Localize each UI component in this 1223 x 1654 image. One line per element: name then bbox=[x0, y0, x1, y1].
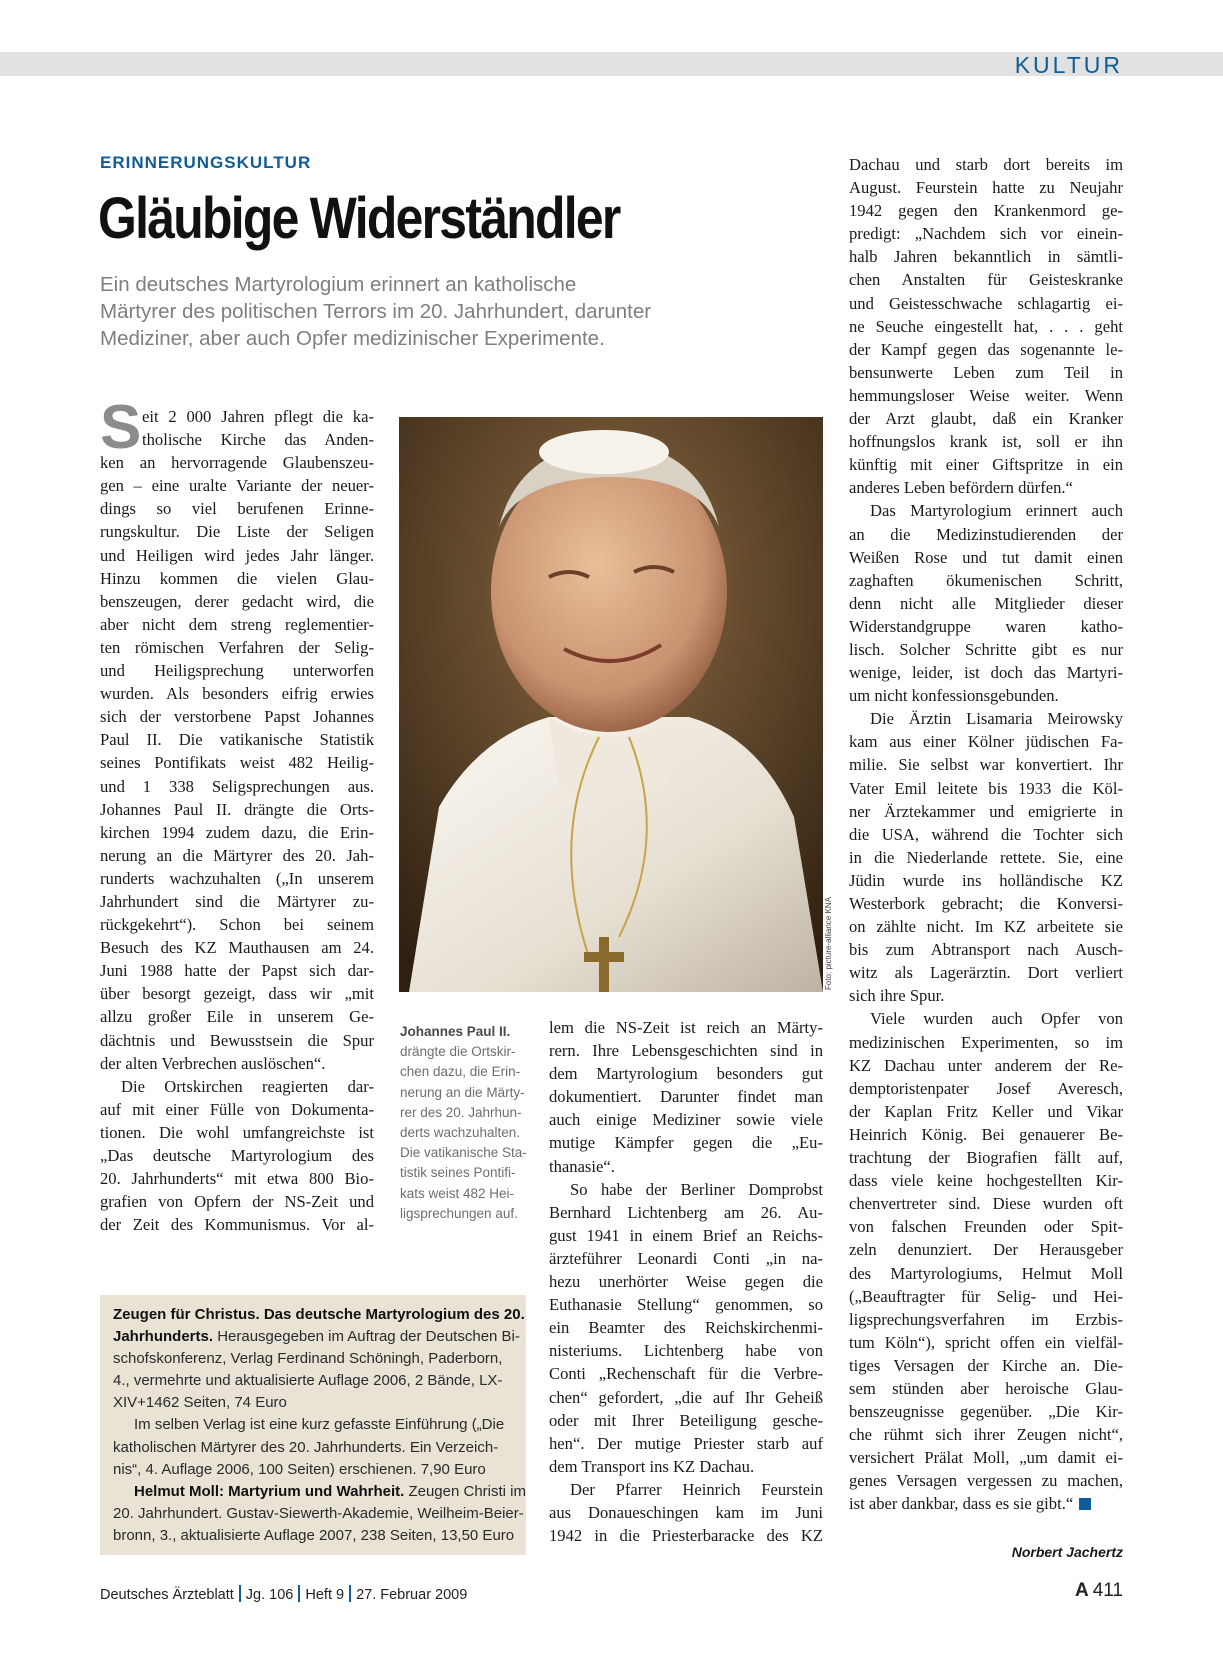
body-text-line: Widerstandgruppe waren katho- bbox=[849, 616, 1123, 636]
body-text-line: Bernhard Lichtenberg am 26. Au- bbox=[549, 1202, 823, 1222]
body-column-3 bbox=[849, 153, 1123, 1516]
body-text-line: nerung an die Märtyrer des 20. Jah- bbox=[100, 845, 374, 865]
body-text-line: hen“. Der mutige Priester starb auf bbox=[549, 1433, 823, 1453]
photo-credit: Foto: picture-alliance KNA bbox=[824, 897, 833, 990]
lead-paragraph bbox=[100, 271, 800, 352]
body-text-line: Viele wurden auch Opfer von bbox=[870, 1009, 1123, 1029]
book-details: Herausgegeben im Auftrag der Deutschen Bi- bbox=[213, 1328, 520, 1346]
body-column-1 bbox=[100, 405, 374, 1236]
caption-line: nerung an die Märty- bbox=[400, 1084, 525, 1100]
body-column-2 bbox=[549, 1016, 823, 1547]
body-text-line: auf mit einer Fülle von Dokumenta- bbox=[100, 1099, 374, 1119]
body-text-line: che rühmt sich ihrer Zeugen nicht“, bbox=[849, 1425, 1123, 1445]
body-text-line: dass viele keine hochgestellten Kir- bbox=[849, 1171, 1123, 1191]
kicker: ERINNERUNGSKULTUR bbox=[100, 153, 312, 172]
body-text-line: hoffnungslos krank ist, soll er ihn bbox=[849, 432, 1123, 452]
body-text-line: Der Pfarrer Heinrich Feurstein bbox=[570, 1479, 823, 1499]
body-text-line: hezu unerhörter Weise gegen die bbox=[549, 1272, 823, 1292]
footer-separator bbox=[349, 1585, 351, 1602]
body-text-line: dächtnis und Bewusstsein die Spur bbox=[100, 1030, 374, 1050]
body-text-line: wurden. Als besonders eifrig erwies bbox=[100, 684, 374, 704]
body-text-line: genes Versagen vergessen zu machen, bbox=[849, 1471, 1123, 1491]
body-text-line: grafien von Opfern der NS-Zeit und bbox=[100, 1192, 374, 1212]
body-text-line: tum Köln“), spricht offen ein vielfäl- bbox=[849, 1332, 1123, 1352]
body-text-line: gen – eine uralte Variante der neuer- bbox=[100, 476, 374, 496]
footer-separator bbox=[298, 1585, 300, 1602]
body-text-line: trachtung der Biografien fällt auf, bbox=[849, 1148, 1123, 1168]
caption-line: chen dazu, die Erin- bbox=[400, 1064, 521, 1080]
body-text-line: chen Anstalten für Geisteskranke bbox=[849, 270, 1123, 290]
lead-line: Ein deutsches Martyrologium erinnert an katholische bbox=[100, 273, 577, 296]
body-text-line: kirchen 1994 zudem dazu, die Erin- bbox=[100, 822, 374, 842]
info-line bbox=[113, 1304, 525, 1326]
body-text-line: Das Martyrologium erinnert auch bbox=[870, 501, 1123, 521]
body-text-line: thanasie“. bbox=[549, 1156, 615, 1176]
body-text-line: medizinischen Experimenten, so im bbox=[849, 1032, 1123, 1052]
body-text-line: der alten Verbrechen auslöschen“. bbox=[100, 1053, 326, 1073]
info-line: 20. Jahrhundert. Gustav-Siewerth-Akademie, Weilheim-Beier- bbox=[113, 1504, 524, 1522]
body-text-line: bensunwerte Leben zum Teil in bbox=[849, 362, 1123, 382]
lead-line: Mediziner, aber auch Opfer medizinischer Experimente. bbox=[100, 327, 605, 350]
body-text-line: Die Ortskirchen reagierten dar- bbox=[121, 1076, 374, 1096]
body-text-line: sich der verstorbene Papst Johannes bbox=[100, 707, 374, 727]
page-title: Gläubige Widerständler bbox=[98, 186, 620, 251]
body-text-line: denn nicht alle Mitglieder dieser bbox=[849, 593, 1123, 613]
body-text-line: tionen. Die wohl umfangreichste ist bbox=[100, 1122, 374, 1142]
body-text-line: der Zeit des Kommunismus. Vor al- bbox=[100, 1215, 374, 1235]
book-title: Zeugen für Christus. Das deutsche Martyrologium des 20. bbox=[113, 1306, 525, 1323]
caption-line: kats weist 482 Hei- bbox=[400, 1185, 515, 1201]
body-text-line: der Kampf gegen das sogenannte le- bbox=[849, 339, 1123, 359]
page-prefix: A bbox=[1074, 1580, 1089, 1601]
body-text-line: Dachau und starb dort bereits im bbox=[849, 155, 1123, 174]
body-text-line: der Arzt glaubt, daß ein Kranker bbox=[849, 409, 1123, 429]
info-line: katholischen Märtyrer des 20. Jahrhunderts. Ein Verzeich- bbox=[113, 1438, 499, 1456]
body-text-line: („Beauftragter für Selig- und Hei- bbox=[849, 1286, 1123, 1306]
body-text-line: ne Seuche eingestellt hat, . . . geht bbox=[849, 316, 1123, 336]
body-text-line: benszeugnisse gegenüber. „Die Kir- bbox=[849, 1402, 1123, 1422]
info-line: 4., vermehrte und aktualisierte Auflage 2006, 2 Bände, LX- bbox=[113, 1372, 503, 1390]
body-text-line: on zählte nicht. Im KZ arbeitete sie bbox=[849, 917, 1123, 937]
body-text-line: ärzteführer Leonardi Conti „in na- bbox=[549, 1248, 823, 1268]
body-text-line: Paul II. Die vatikanische Statistik bbox=[100, 730, 374, 750]
body-text-line: ken an hervorragende Glaubenszeu- bbox=[100, 453, 374, 473]
body-text-line: witz als Lagerärztin. Dort verliert bbox=[849, 963, 1123, 983]
journal-issue: Heft 9 bbox=[305, 1587, 345, 1603]
body-text-line: aus Donaueschingen kam im Juni bbox=[549, 1502, 823, 1522]
body-text-line: und Heiligsprechung unterworfen bbox=[100, 661, 374, 681]
body-text-line: aber nicht dem streng reglementier- bbox=[100, 614, 374, 634]
body-text-line: sich ihre Spur. bbox=[849, 986, 945, 1006]
body-text-line: Hinzu kommen die vielen Glau- bbox=[100, 568, 374, 588]
body-text-line: anderes Leben befördern dürfen.“ bbox=[849, 478, 1073, 498]
body-text-line: Jüdin wurde ins holländische KZ bbox=[849, 870, 1123, 890]
body-text-line: und Geistesschwache schlagartig ei- bbox=[849, 293, 1123, 313]
body-text-line: Die Ärztin Lisamaria Meirowsky bbox=[870, 709, 1123, 729]
body-text-line: Besuch des KZ Mauthausen am 24. bbox=[100, 938, 374, 958]
pope-portrait-image bbox=[399, 417, 823, 992]
info-line: schofskonferenz, Verlag Ferdinand Schöningh, Paderborn, bbox=[113, 1350, 503, 1368]
body-text-line: wenige, leider, ist doch das Martyri- bbox=[849, 663, 1123, 683]
body-text-line: lem die NS-Zeit ist reich an Märty- bbox=[549, 1018, 823, 1037]
body-text-line: versichert Prälat Moll, „um damit ei- bbox=[849, 1448, 1123, 1468]
body-text-line: zaghaften ökumenischen Schritt, bbox=[849, 570, 1123, 590]
body-text-line: über besorgt gezeigt, dass wir „mit bbox=[100, 984, 374, 1004]
author-byline: Norbert Jachertz bbox=[1011, 1544, 1123, 1560]
body-text-line: ner Ärztekammer und emigrierte in bbox=[849, 801, 1123, 821]
body-text-line: KZ Dachau unter anderem der Re- bbox=[849, 1055, 1123, 1075]
info-line: nis“, 4. Auflage 2006, 100 Seiten) erschienen. 7,90 Euro bbox=[113, 1460, 486, 1478]
body-text-line: Euthanasie Stellung“ genommen, so bbox=[549, 1295, 823, 1315]
body-text-line: runderts wachzuhalten („In unserem bbox=[100, 868, 374, 888]
section-label: KULTUR bbox=[1014, 52, 1123, 78]
info-line: Im selben Verlag ist eine kurz gefasste Einführung („Die bbox=[134, 1416, 505, 1434]
body-text-line: dem Transport ins KZ Dachau. bbox=[549, 1456, 755, 1476]
book-title: Jahrhunderts. bbox=[113, 1328, 214, 1346]
journal-name: Deutsches Ärzteblatt bbox=[100, 1587, 234, 1603]
body-text-line: August. Feurstein hatte zu Neujahr bbox=[849, 178, 1123, 198]
body-text-line: ligsprechungsverfahren im Erzbis- bbox=[849, 1309, 1123, 1329]
body-text-line: Westerbork gebracht; die Konversi- bbox=[849, 894, 1123, 913]
body-text-line: 1942 gegen den Krankenmord ge- bbox=[849, 201, 1123, 221]
article-end-mark bbox=[1079, 1498, 1091, 1510]
body-text-line: und Heiligen wird jedes Jahr länger. bbox=[100, 545, 374, 565]
body-text-line: „Das deutsche Martyrologium des bbox=[100, 1146, 374, 1165]
body-text-line: tholische Kirche das Anden- bbox=[142, 430, 374, 450]
body-text-line: ist aber dankbar, dass es sie gibt.“ bbox=[849, 1494, 1074, 1514]
photo-caption bbox=[400, 1022, 525, 1224]
body-text-line: von falschen Freunden oder Spit- bbox=[849, 1217, 1123, 1237]
body-text-line: rückgekehrt“). Schon bei seinem bbox=[100, 915, 374, 935]
book-details: Zeugen Christi im bbox=[404, 1482, 526, 1500]
body-text-line: in die Niederlande rettete. Sie, eine bbox=[849, 847, 1123, 867]
body-text-line: 1942 in die Priesterbaracke des KZ bbox=[549, 1526, 823, 1546]
page-number bbox=[1075, 1580, 1123, 1602]
body-text-line: Conti „Rechenschaft für die Verbre- bbox=[549, 1364, 823, 1384]
body-text-line: künftig mit einer Giftspritze in ein bbox=[849, 455, 1123, 475]
body-text-line: Juni 1988 hatte der Papst sich dar- bbox=[100, 961, 374, 981]
page-footer bbox=[100, 1585, 467, 1603]
body-text-line: allzu großer Eile in unserem Ge- bbox=[100, 1007, 374, 1027]
body-text-line: chen“ gefordert, „die auf Ihr Geheiß bbox=[549, 1387, 823, 1407]
body-text-line: dokumentiert. Darunter findet man bbox=[549, 1087, 823, 1107]
body-text-line: seines Pontifikats weist 482 Heilig- bbox=[100, 753, 374, 773]
body-text-line: ein Beamter des Reichskirchenmi- bbox=[549, 1318, 823, 1338]
body-text-line: chenvertreter sind. Diese wurden oft bbox=[849, 1194, 1123, 1214]
body-text-line: Heinrich König. Bei genauerer Be- bbox=[849, 1124, 1123, 1144]
body-text-line: und 1 338 Seligsprechungen aus. bbox=[100, 776, 374, 796]
info-line: XIV+1462 Seiten, 74 Euro bbox=[113, 1394, 287, 1412]
body-text-line: der Kaplan Fritz Keller und Vikar bbox=[849, 1101, 1123, 1121]
page-number-value: 411 bbox=[1092, 1580, 1123, 1601]
info-line: bronn, 3., aktualisierte Auflage 2007, 238 Seiten, 13,50 Euro bbox=[113, 1526, 515, 1544]
body-text-line: Weißen Rose und tut damit einen bbox=[849, 547, 1123, 567]
body-text-line: Johannes Paul II. drängte die Orts- bbox=[100, 799, 374, 819]
body-text-line: lisch. Solcher Schritte gibt es nur bbox=[849, 639, 1123, 659]
info-line bbox=[113, 1326, 520, 1348]
body-text-line: rungskultur. Die Liste der Seligen bbox=[100, 522, 374, 542]
body-text-line: ten römischen Verfahren der Selig- bbox=[100, 637, 374, 657]
caption-line: derts wachzuhalten. bbox=[400, 1125, 521, 1141]
caption-title: Johannes Paul II. bbox=[400, 1024, 511, 1039]
caption-line: drängte die Ortskir- bbox=[400, 1044, 516, 1060]
drop-cap: S bbox=[100, 393, 142, 462]
pope-photo bbox=[399, 417, 823, 992]
body-text-line: tiges Versagen der Kirche an. Die- bbox=[849, 1355, 1123, 1375]
body-text-line: dem Martyrologium besonders gut bbox=[549, 1064, 823, 1084]
caption-line: ligsprechungen auf. bbox=[400, 1205, 518, 1221]
caption-line: Die vatikanische Sta- bbox=[400, 1145, 527, 1161]
body-text-line: nisteriums. Lichtenberg habe von bbox=[549, 1341, 823, 1361]
body-text-line: die USA, während die Tochter sich bbox=[849, 824, 1123, 844]
caption-line: rer des 20. Jahrhun- bbox=[400, 1104, 522, 1120]
body-text-line: an die Medizinstudierenden der bbox=[849, 524, 1123, 544]
body-text-line: eit 2 000 Jahren pflegt die ka- bbox=[142, 407, 374, 426]
body-text-line: bis zum Abtransport nach Ausch- bbox=[849, 940, 1123, 960]
lead-line: Märtyrer des politischen Terrors im 20. Jahrhundert, darunter bbox=[100, 300, 652, 323]
body-text-line: sem stünden aber heroische Glau- bbox=[849, 1378, 1123, 1398]
body-text-line: rern. Ihre Lebensgeschichten sind in bbox=[549, 1041, 823, 1061]
book-info-text bbox=[113, 1304, 526, 1547]
body-text-line: 20. Jahrhunderts“ mit etwa 800 Bio- bbox=[100, 1169, 374, 1189]
body-text-line: gust 1941 in einem Brief an Reichs- bbox=[549, 1225, 823, 1245]
body-text-line: milie. Sie selbst war konvertiert. Ihr bbox=[849, 755, 1123, 775]
body-text-line: benszeugen, derer gedacht wird, die bbox=[100, 591, 374, 611]
body-text-line: dings so viel berufenen Erinne- bbox=[100, 499, 374, 519]
body-text-line: auch einige Mediziner sowie viele bbox=[549, 1110, 823, 1130]
body-text-line: mutige Kämpfer gegen die „Eu- bbox=[549, 1133, 823, 1153]
book-title: Helmut Moll: Martyrium und Wahrheit. bbox=[134, 1482, 405, 1500]
journal-volume: Jg. 106 bbox=[245, 1587, 294, 1603]
body-text-line: Jahrhundert sind die Märtyrer zu- bbox=[100, 891, 374, 911]
body-text-line: zeln denunziert. Der Herausgeber bbox=[849, 1240, 1123, 1260]
body-text-line: halb Jahren bekanntlich in sämtli- bbox=[849, 247, 1123, 267]
footer-separator bbox=[239, 1585, 241, 1602]
body-text-line: So habe der Berliner Domprobst bbox=[570, 1179, 823, 1199]
body-text-line: um nicht konfessionsgebunden. bbox=[849, 686, 1059, 706]
body-text-line: predigt: „Nachdem sich vor einein- bbox=[849, 224, 1123, 244]
info-line bbox=[113, 1481, 526, 1503]
body-text-line: oder mit Ihrer Beteiligung gesche- bbox=[549, 1410, 823, 1430]
journal-date: 27. Februar 2009 bbox=[356, 1587, 468, 1603]
body-text-line: kam aus einer Kölner jüdischen Fa- bbox=[849, 732, 1123, 752]
body-text-line: Vater Emil leitete bis 1933 die Köl- bbox=[849, 778, 1123, 798]
body-text-line: demptoristenpater Josef Averesch, bbox=[849, 1078, 1123, 1098]
caption-line: tistik seines Pontifi- bbox=[400, 1165, 516, 1181]
body-text-line: des Martyrologiums, Helmut Moll bbox=[849, 1263, 1123, 1283]
body-text-line: hemmungsloser Weise weiter. Wenn bbox=[849, 385, 1123, 405]
